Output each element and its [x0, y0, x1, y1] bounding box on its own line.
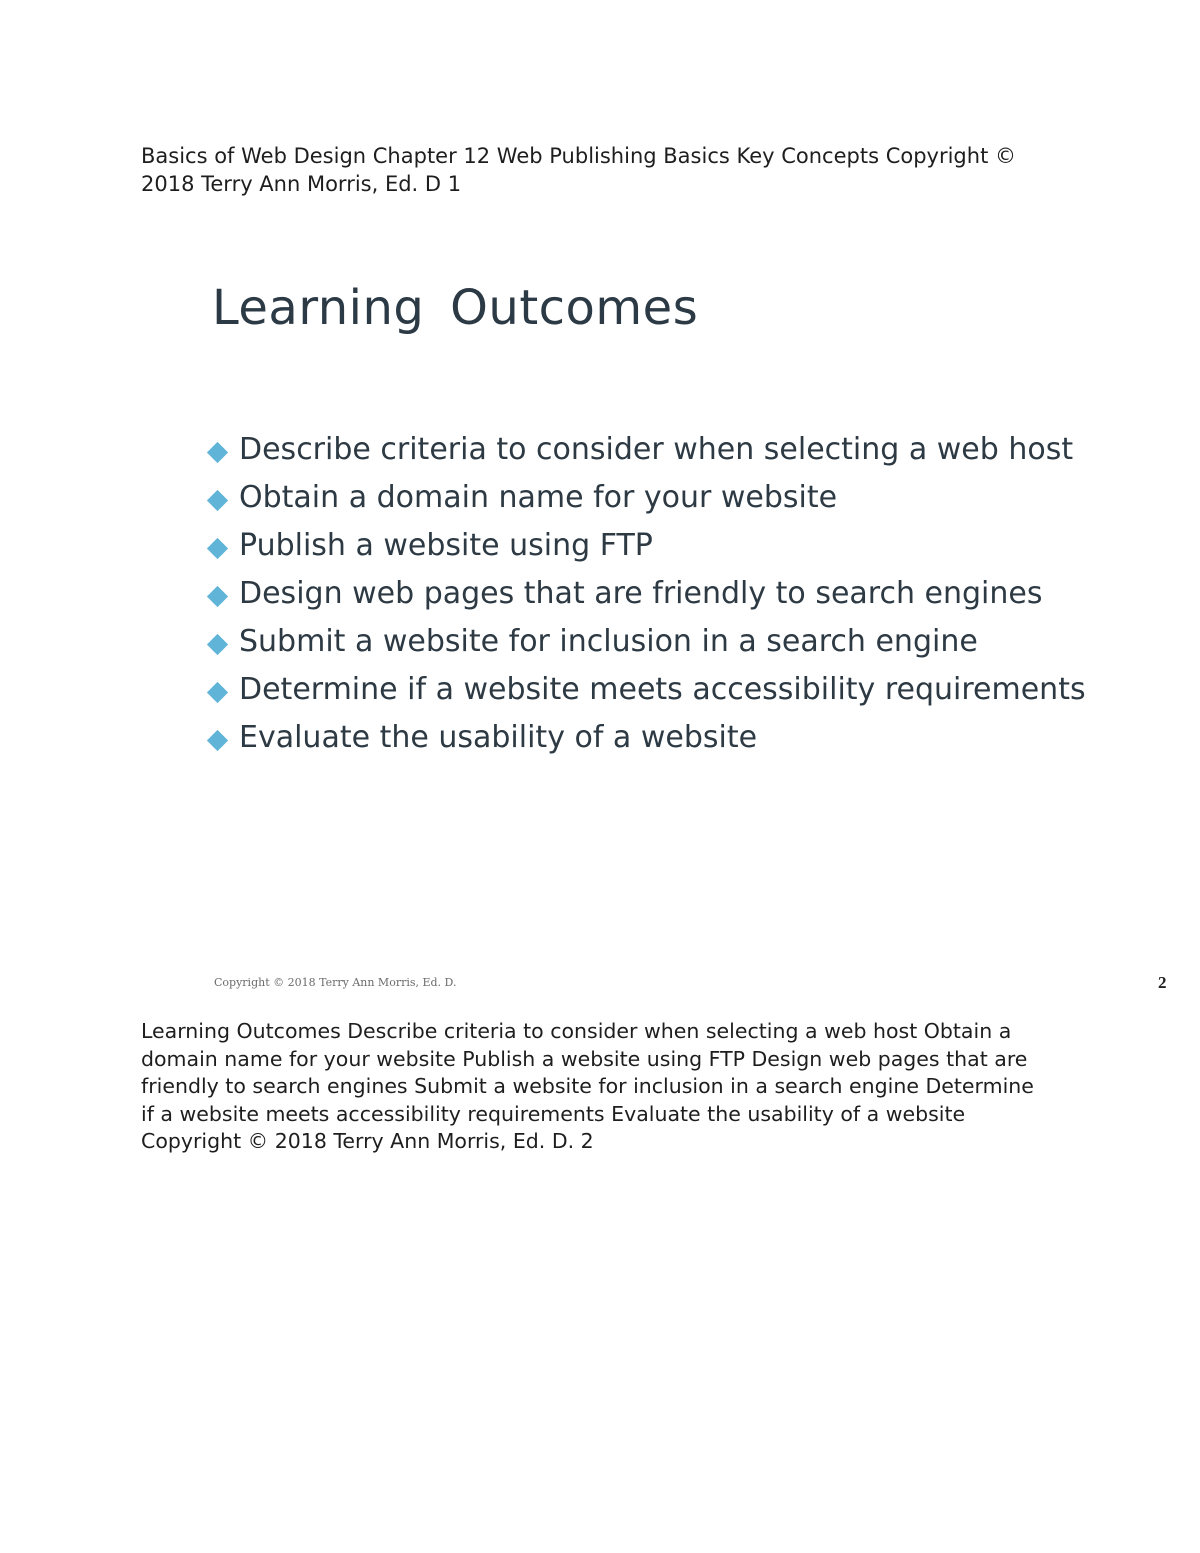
list-item: [207, 433, 1107, 466]
slide-title: Learning Outcomes: [212, 280, 699, 336]
list-item: [207, 625, 1107, 658]
diamond-icon: [207, 682, 228, 703]
diamond-icon: [207, 538, 228, 559]
list-item: [207, 673, 1107, 706]
outcomes-list: [207, 433, 1107, 769]
slide-number: 2: [1158, 973, 1167, 992]
page-caption: Basics of Web Design Chapter 12 Web Publishing Basics Key Concepts Copyright © 2018 Terry Ann Morris, Ed. D 1: [141, 144, 1016, 196]
list-item-text: Submit a website for inclusion in a search engine: [239, 624, 978, 659]
list-item: [207, 481, 1107, 514]
diamond-icon: [207, 442, 228, 463]
list-item-text: Evaluate the usability of a website: [239, 720, 758, 755]
list-item-text: Design web pages that are friendly to search engines: [239, 576, 1043, 611]
list-item: [207, 529, 1107, 562]
diamond-icon: [207, 730, 228, 751]
diamond-icon: [207, 490, 228, 511]
diamond-icon: [207, 634, 228, 655]
slide-text-transcript: Learning Outcomes Describe criteria to consider when selecting a web host Obtain a domain name for your website Publish a website using FTP Design web pages that are friendly to search engines Submit a website for inclusion in a search engine Determine if a website meets accessibility requirements Evaluate the usability of a website Copyright © 2018 Terry Ann Morris, Ed. D. 2: [141, 1019, 1034, 1153]
list-item-text: Obtain a domain name for your website: [239, 480, 838, 515]
list-item: [207, 721, 1107, 754]
list-item-text: Describe criteria to consider when selecting a web host: [239, 432, 1074, 467]
list-item-text: Publish a website using FTP: [239, 528, 653, 563]
list-item: [207, 577, 1107, 610]
slide-copyright: Copyright © 2018 Terry Ann Morris, Ed. D.: [214, 976, 457, 989]
diamond-icon: [207, 586, 228, 607]
list-item-text: Determine if a website meets accessibility requirements: [239, 672, 1086, 707]
